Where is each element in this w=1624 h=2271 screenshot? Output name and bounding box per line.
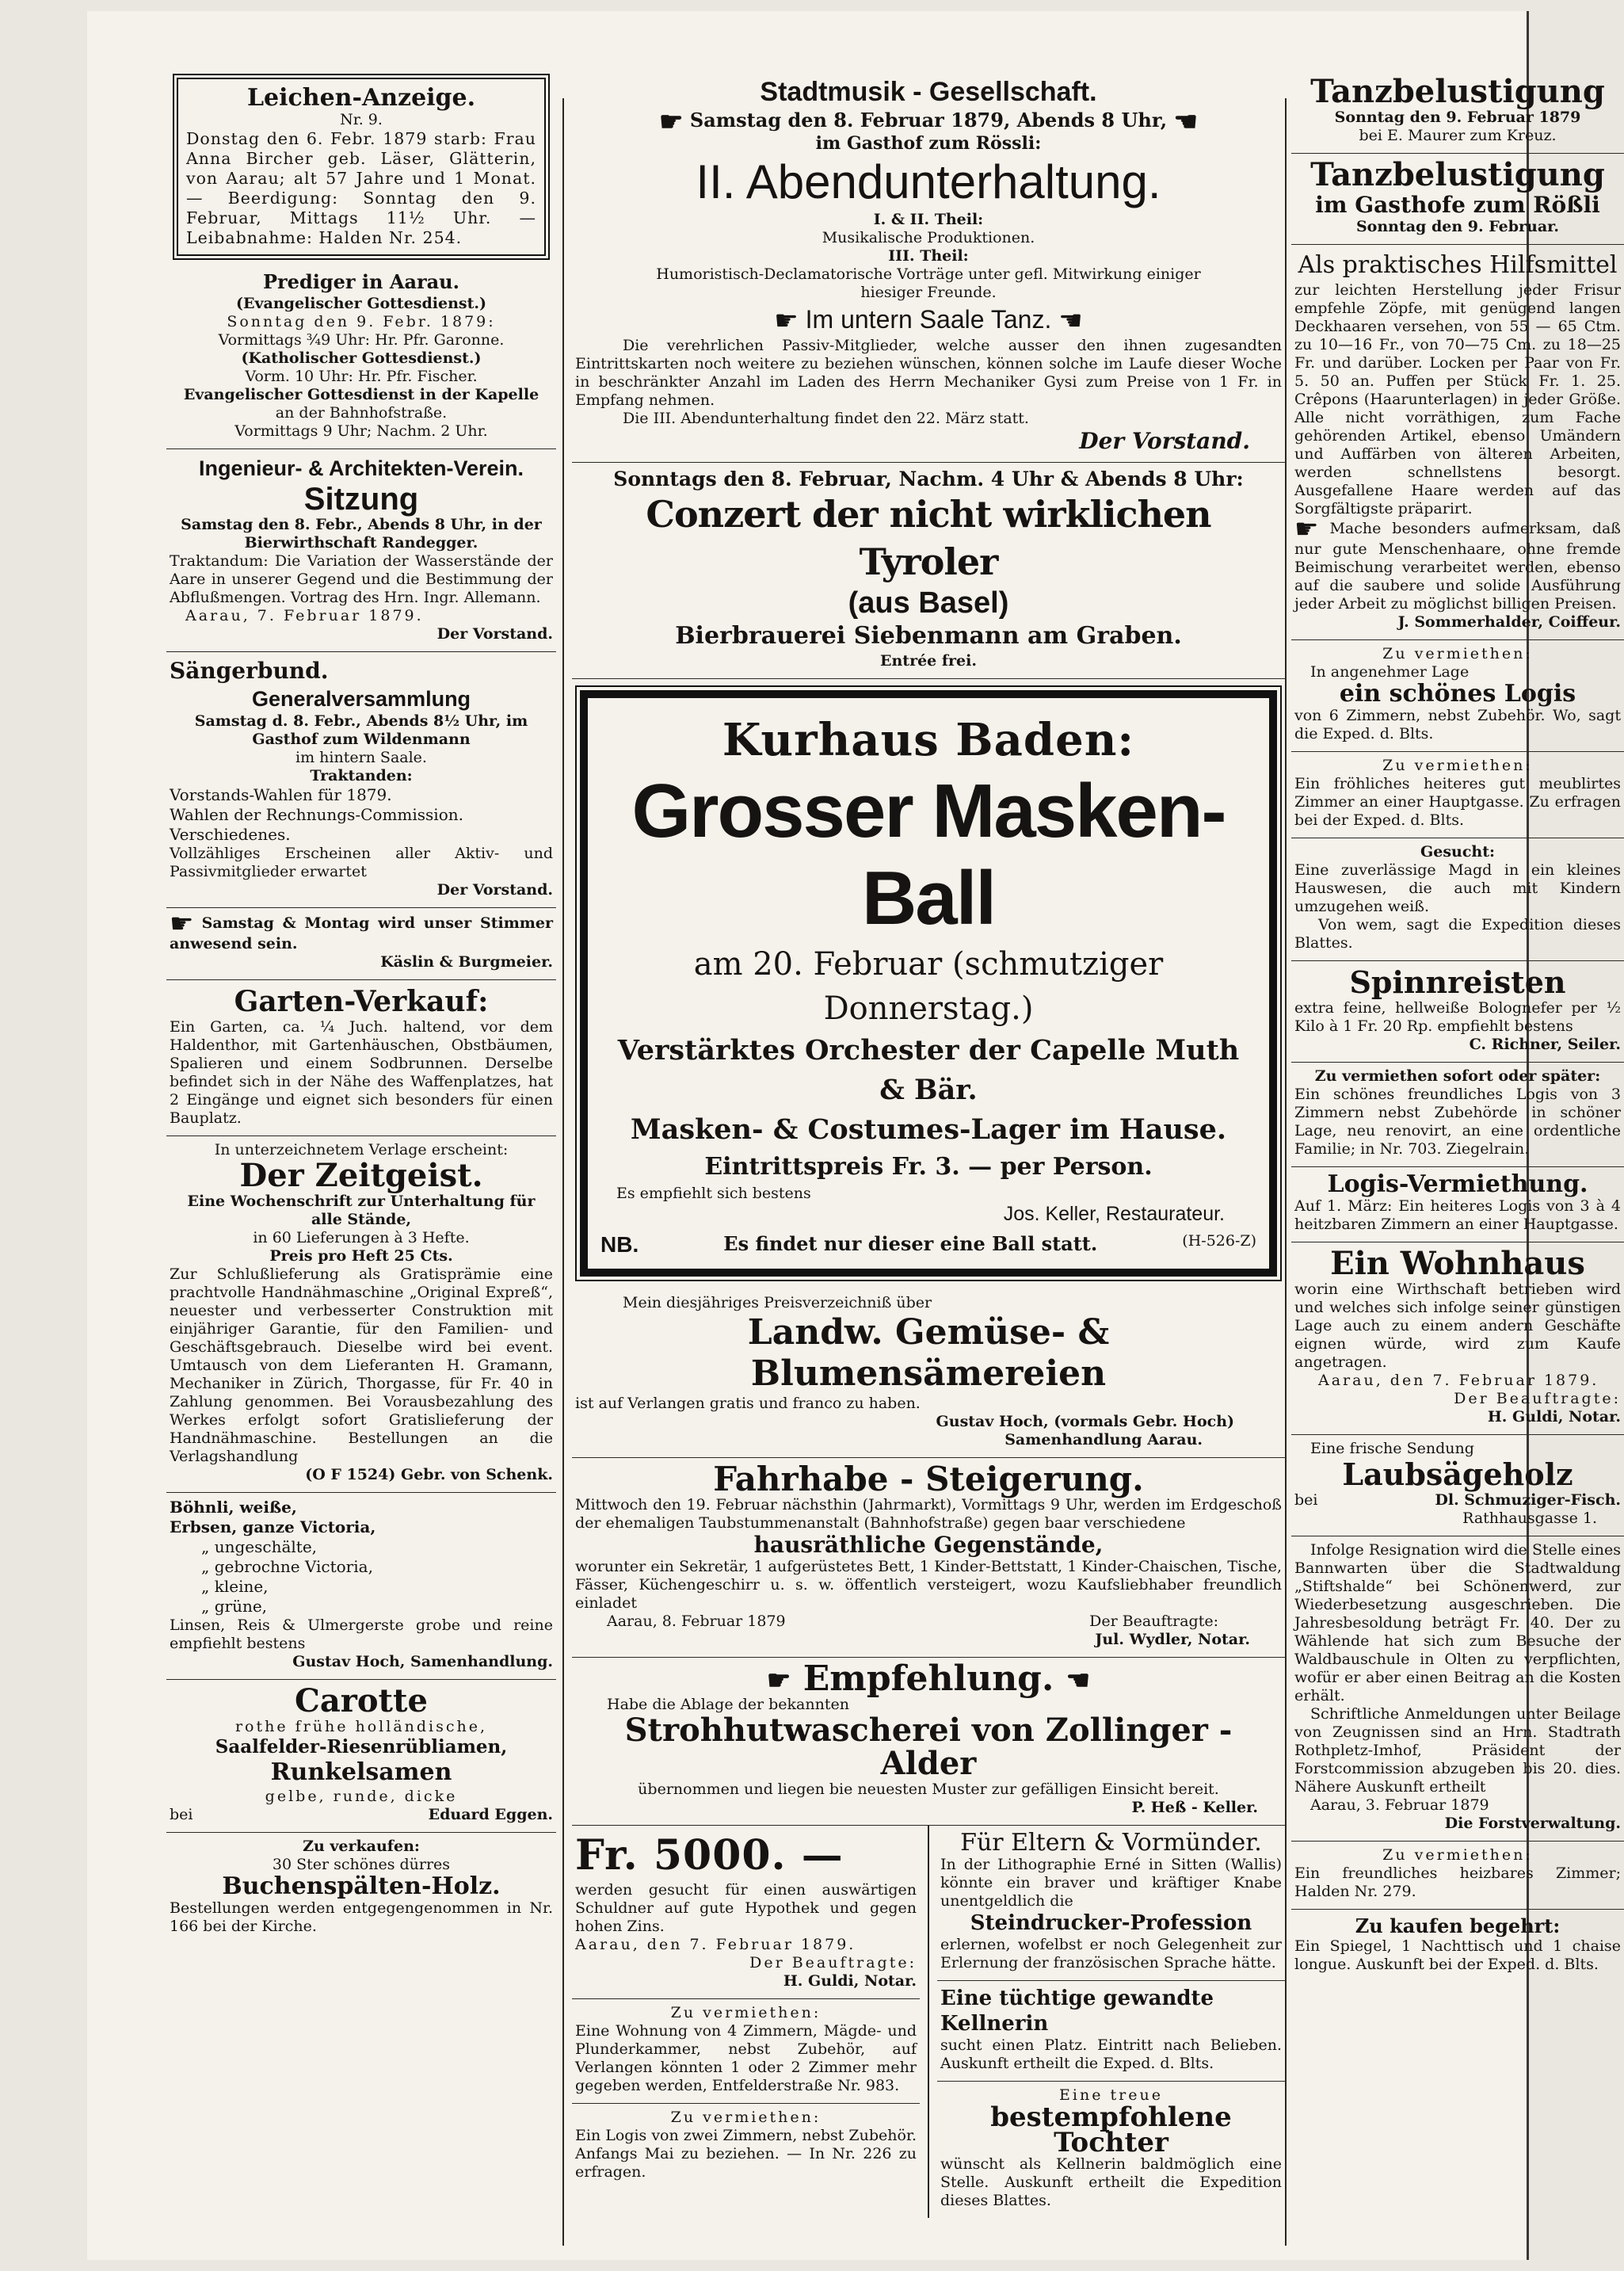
- hair-ad: [1291, 245, 1624, 640]
- room2-ad: [1291, 1842, 1624, 1910]
- house-date: Aarau, den 7. Februar 1879.: [1318, 1372, 1599, 1389]
- room1-ad: [1291, 752, 1624, 838]
- column-rule: [1285, 98, 1287, 2246]
- pointing-hand-icon: ☛: [170, 908, 194, 940]
- carotte-l4: gelbe, runde, dicke: [265, 1788, 458, 1805]
- tyroler-entree: Entrée frei.: [880, 651, 977, 670]
- room2-text: Ein freundliches heizbares Zimmer; Halden Nr. 279.: [1294, 1865, 1621, 1900]
- carotte-sig: Eduard Eggen.: [428, 1806, 553, 1823]
- zeitgeist-preis: Preis pro Heft 25 Cts.: [269, 1247, 453, 1265]
- loan-sig: H. Guldi, Notar.: [783, 1971, 917, 1990]
- column-left: [166, 71, 556, 2252]
- death-notice-title: Leichen-Anzeige.: [246, 84, 476, 112]
- church-kapelle-time: Vormittags 9 Uhr; Nachm. 2 Uhr.: [234, 422, 488, 440]
- boehnli-sig: Gustav Hoch, Samenhandlung.: [292, 1653, 553, 1670]
- zeitgeist-title: Der Zeitgeist.: [239, 1157, 483, 1194]
- column-right: [1291, 71, 1624, 2252]
- spinn-ad: [1291, 961, 1624, 1063]
- forester-sig: Die Forstverwaltung.: [1444, 1815, 1621, 1832]
- stadtmusik-ad: [572, 71, 1285, 463]
- seeds-ad: [572, 1289, 1285, 1458]
- hair-text2: Mache besonders aufmerksam, daß nur gute Menschenhaare, ohne fremde Beimischung verarbeitet werden, ebenso auf die saubere und solide Ausführung jeder Arbeit zu möglichst billigen Preisen.: [1294, 520, 1621, 613]
- auction-text1: Mittwoch den 19. Februar nächsthin (Jahrmarkt), Vormittags 9 Uhr, werden im Erdgeschoß der ehemaligen Taubstummenanstalt (Bahnhofstraße) gegen baar verschiedene: [575, 1495, 1282, 1532]
- list-item: „ gebrochne Victoria,: [201, 1557, 373, 1576]
- parents-title: Für Eltern & Vormünder.: [960, 1828, 1262, 1857]
- zeitgeist-text: Zur Schlußlieferung als Gratisprämie eine prachtvolle Handnähmaschine „Original Expreß“, neuester und verbesserter Construktion mit einjähriger Garantie, für den Familien- und Geschäftsgebrauch. Dieselbe wird bei event. Umtausch von dem Lieferanten H. Gramann, Mechaniker in Zürich, Thorgasse, für Fr. 40 in Zahlung genommen. Bei Vorausbezahlung des Werkes erfolgt sofort Gratislieferung der Handnähmaschine. Bestellungen an die Verlagshandlung: [170, 1265, 553, 1465]
- carotte-ad: [166, 1680, 556, 1833]
- engineer-text: Traktandum: Die Variation der Wasserstände der Aare in unserer Gegend und die Bestimmung der Abflußmengen. Vortrag des Hrn. Ingr. Allemann.: [170, 552, 553, 606]
- church-kapelle-place: an der Bahnhofstraße.: [275, 404, 448, 422]
- kurhaus-event: Grosser Masken-Ball: [631, 768, 1226, 941]
- carotte-l2: Saalfelder-Riesenrübliamen,: [215, 1736, 508, 1758]
- maid-ad: [1291, 838, 1624, 961]
- saengerbund-when: Samstag d. 8. Febr., Abends 8½ Uhr, im Gasthof zum Wildenmann: [194, 712, 528, 748]
- zeitgeist-intro: In unterzeichnetem Verlage erscheint:: [214, 1141, 509, 1158]
- recommendation-sub: Strohhutwascherei von Zollinger - Alder: [624, 1711, 1233, 1782]
- hair-title: Als praktisches Hilfsmittel: [1298, 251, 1618, 279]
- church-kath-head: (Katholischer Gottesdienst.): [241, 349, 482, 367]
- forester-text: Infolge Resignation wird die Stelle eines Bannwarten über die Stadtwaldung „Stiftshalde“ bei Schönenwerd, zur Wiederbesetzung ausgeschrieben. Die Jahresbesoldung beträgt Fr. 40. Der zu Wählende hat sich zum Besuche der Waldbauschule in Olten zu verpflichten, wofür er aber einen Beitrag an die Kosten erhält.: [1294, 1541, 1621, 1704]
- list-item: „ ungeschälte,: [201, 1537, 318, 1556]
- buchen-title: Buchenspälten-Holz.: [222, 1872, 501, 1900]
- logis1-text: von 6 Zimmern, nebst Zubehör. Wo, sagt die Exped. d. Blts.: [1294, 707, 1621, 742]
- zeitgeist-sig: (O F 1524) Gebr. von Schenk.: [305, 1466, 553, 1483]
- house-text: worin eine Wirthschaft betrieben wird und welches sich infolge seiner günstigen Lage auch zu einem andern Geschäfte eignen würde, wird zum Kaufe angetragen.: [1294, 1281, 1621, 1371]
- kurhaus-title: Kurhaus Baden:: [722, 713, 1135, 766]
- hair-sig: J. Sommerhalder, Coiffeur.: [1397, 613, 1621, 631]
- tyroler-sub: (aus Basel): [848, 586, 1009, 620]
- maid-text: Eine zuverlässige Magd in ein kleines Hauswesen, die auch mit Kindern umzugehen weiß.: [1294, 861, 1621, 915]
- auction-date: Aarau, 8. Februar 1879: [607, 1612, 786, 1630]
- dance1-when: Sonntag den 9. Februar 1879: [1334, 109, 1581, 126]
- saengerbund-sig: Der Vorstand.: [436, 881, 553, 899]
- carotte-l1: rothe frühe holländische,: [234, 1718, 488, 1735]
- spinn-title: Spinnreisten: [1349, 964, 1566, 1000]
- laub-sig1: Dl. Schmuziger-Fisch.: [1435, 1491, 1621, 1509]
- apartment-text: Eine Wohnung von 4 Zimmern, Mägde- und Plunderkammer, nebst Zubehör, auf Verlangen könnten 1 oder 2 Zimmer mehr gegeben werden, Entfelderstraße Nr. 983.: [575, 2021, 917, 2094]
- dance2-when: Sonntag den 9. Februar.: [1355, 218, 1560, 235]
- church-ev-head: (Evangelischer Gottesdienst.): [236, 295, 486, 312]
- seeds-title: Landw. Gemüse- & Blumensämereien: [747, 1311, 1110, 1394]
- kurhaus-code: (H-526-Z): [1182, 1231, 1256, 1250]
- room1-head: Zu vermiethen:: [1382, 757, 1533, 774]
- church-kath-detail: Vorm. 10 Uhr: Hr. Pfr. Fischer.: [245, 368, 478, 385]
- buchen-ad: [166, 1833, 556, 1944]
- stadtmusik-t1: I. & II. Theil:: [873, 210, 984, 228]
- logis-ad-small: [572, 2104, 920, 2189]
- pointing-hand-icon: ☛: [1294, 513, 1319, 545]
- recommendation-sig: P. Heß - Keller.: [1131, 1798, 1258, 1816]
- logis1-ad: [1291, 640, 1624, 752]
- saengerbund-subtitle: Generalversammlung: [251, 687, 471, 711]
- tyroler-ad: [572, 463, 1285, 679]
- logis1-l1: In angenehmer Lage: [1310, 663, 1470, 681]
- pointing-hand-left-icon: ☚: [1058, 306, 1083, 337]
- stadtmusik-t3: III. Theil:: [888, 246, 969, 265]
- stimmer-sig: Käslin & Burgmeier.: [380, 953, 553, 971]
- garden-sale-ad: [166, 980, 556, 1136]
- auction-ad: [572, 1458, 1285, 1658]
- seeds-intro: Mein diesjähriges Preisverzeichniß über: [623, 1293, 932, 1311]
- engineer-sig: Der Vorstand.: [436, 625, 553, 643]
- house-beauftr: Der Beauftragte:: [1454, 1390, 1621, 1407]
- waitress-text: sucht einen Platz. Eintritt nach Belieben. Auskunft ertheilt die Exped. d. Blts.: [940, 2036, 1282, 2072]
- dance2-title: Tanzbelustigung: [1310, 156, 1605, 193]
- forester-text2: Schriftliche Anmeldungen unter Beilage von Zeugnissen sind an Hrn. Stadtrath Rothpletz-Imhof, Präsident der Forstcommission abzugeben bis 20. dies. Nähere Auskunft ertheilt: [1294, 1705, 1621, 1796]
- maid-head: Gesucht:: [1420, 843, 1495, 861]
- church-kapelle-head: Evangelischer Gottesdienst in der Kapelle: [183, 386, 539, 403]
- dance2-ad: [1291, 154, 1624, 245]
- auction-sig: Jul. Wydler, Notar.: [1095, 1630, 1250, 1648]
- daughter-title: bestempfohlene Tochter: [990, 2101, 1232, 2158]
- rent-soon-head: Zu vermiethen sofort oder später:: [1314, 1067, 1601, 1085]
- saengerbund-where: im hintern Saale.: [295, 749, 427, 766]
- list-item: Wahlen der Rechnungs-Commission.: [170, 805, 463, 824]
- loan-title: Fr. 5000. —: [575, 1830, 844, 1880]
- pointing-hand-icon: ☛: [766, 1665, 791, 1697]
- stadtmusik-when: Samstag den 8. Februar 1879, Abends 8 Uhr,: [689, 109, 1168, 132]
- buy-head: Zu kaufen begehrt:: [1355, 1914, 1561, 1937]
- death-notice: [173, 74, 550, 260]
- buchen-l1: 30 Ster schönes dürres: [272, 1856, 451, 1873]
- church-ev-line: Sonntag den 9. Febr. 1879:: [227, 313, 496, 330]
- parents-text2: erlernen, wofelbst er noch Gelegenheit zur Erlernung der französischen Sprache hätte.: [940, 1935, 1282, 1971]
- logis1-title: ein schönes Logis: [1339, 680, 1576, 708]
- engineer-title: Ingenieur- & Architekten-Verein.: [198, 456, 524, 480]
- spinn-sig: C. Richner, Seiler.: [1469, 1036, 1621, 1053]
- room2-head: Zu vermiethen:: [1382, 1846, 1533, 1864]
- carotte-l3: Runkelsamen: [270, 1758, 452, 1786]
- house-title: Ein Wohnhaus: [1330, 1245, 1585, 1282]
- engineer-ad: [166, 449, 556, 652]
- daughter-ad: [937, 2082, 1285, 2218]
- stadtmusik-event: II. Abendunterhaltung.: [696, 155, 1161, 208]
- loan-beauftr: Der Beauftragte:: [749, 1953, 917, 1971]
- kurhaus-orch: Verstärktes Orchester der Capelle Muth & Bär.: [617, 1033, 1240, 1106]
- pointing-hand-icon: ☛: [659, 105, 684, 138]
- recommendation-text: übernommen und liegen bie neuesten Muster zur gefälligen Einsicht bereit.: [638, 1780, 1219, 1798]
- parents-sub: Steindrucker-Profession: [970, 1910, 1252, 1935]
- auction-text2: worunter ein Sekretär, 1 aufgerüstetes Bett, 1 Kinder-Bettstatt, 1 Kinder-Chaischen, Tische, Fässer, Küchengeschirr u. s. w. öffentlich versteigert, wozu Kaufsliebhaber freundlich einladet: [575, 1557, 1282, 1612]
- boehnli-list: [170, 1498, 553, 1616]
- column-middle: [572, 71, 1285, 2252]
- kurhaus-date: am 20. Februar (schmutziger Donnerstag.): [693, 945, 1164, 1027]
- buy-ad: [1291, 1910, 1624, 1982]
- list-item: Vorstands-Wahlen für 1879.: [170, 785, 392, 804]
- pointing-hand-left-icon: ☚: [1066, 1665, 1091, 1697]
- kurhaus-sig: Jos. Keller, Restaurateur.: [1003, 1202, 1225, 1225]
- auction-beauftr: Der Beauftragte:: [1089, 1612, 1218, 1630]
- recommendation-intro: Habe die Ablage der bekannten: [607, 1695, 849, 1713]
- church-title: Prediger in Aarau.: [262, 270, 459, 293]
- kurhaus-ad: [580, 690, 1277, 1277]
- logis-rent-ad: [1291, 1167, 1624, 1242]
- engineer-when: Samstag den 8. Febr., Abends 8 Uhr, in der Bierwirthschaft Randegger.: [181, 516, 542, 552]
- tyroler-when: Sonntags den 8. Februar, Nachm. 4 Uhr & Abends 8 Uhr:: [613, 467, 1244, 490]
- waitress-ad: [937, 1981, 1285, 2082]
- seeds-sig2: Samenhandlung Aarau.: [1005, 1430, 1203, 1448]
- stadtmusik-sig: Der Vorstand.: [1079, 427, 1250, 454]
- recommendation-title: Empfehlung.: [802, 1658, 1054, 1699]
- logis-small-text: Ein Logis von zwei Zimmern, nebst Zubehör. Anfangs Mai zu beziehen. — In Nr. 226 zu erfragen.: [575, 2126, 917, 2181]
- garden-text: Ein Garten, ca. ¼ Juch. haltend, vor dem Haldenthor, mit Gartenhäuschen, Obstbäumen, Spalieren und einem Sodbrunnen. Derselbe befindet sich in der Nähe des Waffenplatzes, hat 2 Eingänge und eignet sich besonders für einen Bauplatz.: [170, 1018, 553, 1127]
- saengerbund-traktanden: Traktanden:: [310, 767, 413, 784]
- engineer-date: Aarau, 7. Februar 1879.: [185, 607, 424, 624]
- stadtmusik-where: im Gasthof zum Rössli:: [815, 132, 1042, 154]
- column-rule: [562, 98, 564, 2246]
- stadtmusik-t1d: Musikalische Produktionen.: [822, 228, 1035, 246]
- stadtmusik-text: Die verehrlichen Passiv-Mitglieder, welche ausser den ihnen zugesandten Eintrittskarten noch weitere zu beziehen wünschen, können solche im Laufe dieser Woche in beschränkter Anzahl im Laden des Herrn Mechaniker Gysi zum Preise von 1 Fr. in Empfang nehmen.: [575, 336, 1282, 409]
- bottom-right: [929, 1826, 1285, 2218]
- rent-soon-ad: [1291, 1063, 1624, 1167]
- kurhaus-nb: NB.: [600, 1231, 639, 1257]
- buchen-text: Bestellungen werden entgegengenommen in Nr. 166 bei der Kirche.: [170, 1899, 553, 1935]
- zeitgeist-lief: in 60 Lieferungen à 3 Hefte.: [253, 1229, 470, 1246]
- laub-bei: bei: [1294, 1491, 1318, 1509]
- loan-text: werden gesucht für einen auswärtigen Schuldner auf gute Hypothek und gegen hohen Zins.: [575, 1880, 917, 1935]
- logis-small-head: Zu vermiethen:: [670, 2108, 822, 2126]
- carotte-title: Carotte: [295, 1682, 428, 1719]
- stadtmusik-t3d: Humoristisch-Declamatorische Vorträge unter gefl. Mitwirkung einiger hiesiger Freunde.: [656, 265, 1201, 301]
- apartment-head: Zu vermiethen:: [670, 2003, 822, 2021]
- list-item: „ kleine,: [201, 1577, 269, 1596]
- saengerbund-ad: [166, 652, 556, 908]
- stimmer-text: Samstag & Montag wird unser Stimmer anwesend sein.: [170, 914, 554, 952]
- logis-rent-text: Auf 1. März: Ein heiteres Logis von 3 à 4 heitzbaren Zimmern an einer Hauptgasse.: [1294, 1197, 1621, 1233]
- parents-ad: [937, 1826, 1285, 1981]
- seeds-text: ist auf Verlangen gratis und franco zu haben.: [575, 1394, 921, 1412]
- saengerbund-note: Vollzähliges Erscheinen aller Aktiv- und Passivmitglieder erwartet: [170, 845, 553, 880]
- maid-text2: Von wem, sagt die Expedition dieses Blattes.: [1294, 916, 1621, 952]
- engineer-sitzung: Sitzung: [303, 482, 419, 517]
- seeds-sig1: Gustav Hoch, (vormals Gebr. Hoch): [936, 1412, 1234, 1430]
- hair-text: zur leichten Herstellung jeder Frisur empfehle Zöpfe, mit genügend langen Deckhaaren versehen, von 55 — 65 Ctm. zu 10—16 Fr., von 70—75 Cm. zu 18—25 Fr. und darüber. Locken per Paar von Fr. 5. 50 an. Puffen per Stück Fr. 1. 25. Crêpons (Haarunterlagen) in jeder Größe. Alle nicht vorräthigen, zum Fache gehörenden Artikel, ebenso Umändern und Auffärben von älteren Arbeiten, werden schnellstens besorgt. Ausgefallene Haare werden auf das Sorgfältigste präparirt.: [1294, 281, 1621, 517]
- kurhaus-empf: Es empfiehlt sich bestens: [616, 1184, 811, 1202]
- stadtmusik-note: Die III. Abendunterhaltung findet den 22. März statt.: [623, 409, 1029, 427]
- dance2-where: im Gasthofe zum Rößli: [1315, 192, 1600, 218]
- boehnli-ad: [166, 1493, 556, 1680]
- stadtmusik-title: Stadtmusik - Gesellschaft.: [760, 77, 1097, 107]
- house-ad: [1291, 1242, 1624, 1435]
- dance1-title: Tanzbelustigung: [1310, 73, 1605, 110]
- spinn-text: extra feine, hellweiße Bolognefer per ½ Kilo à 1 Fr. 20 Rp. empfiehlt bestens: [1294, 999, 1621, 1035]
- logis-rent-title: Logis-Vermiethung.: [1327, 1170, 1588, 1198]
- newspaper-page: [87, 11, 1621, 2260]
- list-item: Erbsen, ganze Victoria,: [170, 1517, 376, 1536]
- parents-text1: In der Lithographie Erné in Sitten (Wallis) könnte ein braver und kräftiger Knabe unentgeldlich die: [940, 1855, 1282, 1910]
- kurhaus-nb-text: Es findet nur dieser eine Ball statt.: [723, 1231, 1098, 1255]
- death-notice-number: Nr. 9.: [340, 111, 383, 128]
- carotte-bei: bei: [170, 1806, 193, 1823]
- laub-sig2: Rathhausgasse 1.: [1462, 1510, 1597, 1527]
- stimmer-ad: [166, 908, 556, 980]
- list-item: Böhnli, weiße,: [170, 1498, 297, 1517]
- laub-ad: [1291, 1435, 1624, 1536]
- forester-ad: [1291, 1536, 1624, 1842]
- kurhaus-lager: Masken- & Costumes-Lager im Hause.: [630, 1113, 1227, 1146]
- church-ev-detail: Vormittags ¾9 Uhr: Hr. Pfr. Garonne.: [218, 331, 505, 349]
- rent-soon-text: Ein schönes freundliches Logis von 3 Zimmern nebst Zubehörde in schöner Lage, neu renovirt, an eine ordentliche Familie; in Nr. 703. Ziegelrain.: [1294, 1086, 1621, 1158]
- kurhaus-preis: Eintrittspreis Fr. 3. — per Person.: [704, 1152, 1153, 1181]
- loan-ad: [572, 1826, 920, 1999]
- logis1-head: Zu vermiethen:: [1382, 645, 1533, 662]
- daughter-head: Eine treue: [1059, 2086, 1163, 2104]
- bottom-split: [572, 1826, 1285, 2218]
- auction-title: Fahrhabe - Steigerung.: [713, 1459, 1144, 1498]
- auction-sub: hausräthliche Gegenstände,: [753, 1531, 1104, 1558]
- forester-date: Aarau, 3. Februar 1879: [1310, 1796, 1489, 1814]
- apartment-ad: [572, 1999, 920, 2104]
- garden-title: Garten-Verkauf:: [234, 985, 489, 1018]
- dance1-ad: [1291, 71, 1624, 154]
- zeitgeist-ad: [166, 1136, 556, 1493]
- recommendation-ad: [572, 1658, 1285, 1826]
- waitress-title: Eine tüchtige gewandte Kellnerin: [940, 1986, 1214, 2036]
- tyroler-title: Conzert der nicht wirklichen Tyroler: [646, 492, 1211, 583]
- pointing-hand-left-icon: ☚: [1173, 105, 1198, 138]
- bottom-left: [572, 1826, 929, 2218]
- buy-text: Ein Spiegel, 1 Nachttisch und 1 chaise longue. Auskunft bei der Exped. d. Blts.: [1294, 1937, 1621, 1973]
- laub-intro: Eine frische Sendung: [1310, 1440, 1474, 1457]
- saengerbund-title: Sängerbund.: [170, 658, 329, 684]
- church-services: [166, 265, 556, 449]
- room1-text: Ein fröhliches heiteres gut meublirtes Zimmer an einer Hauptgasse. Zu erfragen bei der Exped. d. Blts.: [1294, 775, 1621, 829]
- dance1-where: bei E. Maurer zum Kreuz.: [1359, 127, 1557, 144]
- boehnli-text: Linsen, Reis & Ulmergerste grobe und reine empfiehlt bestens: [170, 1616, 553, 1652]
- daughter-text: wünscht als Kellnerin baldmöglich eine Stelle. Auskunft ertheilt die Expedition dieses Blattes.: [940, 2155, 1282, 2209]
- buchen-head: Zu verkaufen:: [303, 1838, 420, 1855]
- list-item: „ grüne,: [201, 1597, 268, 1616]
- death-notice-text: Donstag den 6. Febr. 1879 starb: Frau Anna Bircher geb. Läser, Glätterin, von Aarau; alt 57 Jahre und 1 Monat. — Beerdigung: Sonntag den 9. Februar, Mittags 11½ Uhr. — Leibabnahme: Halden Nr. 254.: [186, 129, 536, 247]
- laub-title: Laubsägeholz: [1342, 1456, 1573, 1492]
- list-item: Verschiedenes.: [170, 825, 291, 844]
- house-sig: H. Guldi, Notar.: [1487, 1408, 1621, 1426]
- loan-date: Aarau, den 7. Februar 1879.: [575, 1935, 856, 1953]
- tyroler-where: Bierbrauerei Siebenmann am Graben.: [675, 621, 1182, 650]
- stadtmusik-tanz: Im untern Saale Tanz.: [805, 304, 1052, 334]
- pointing-hand-icon: ☛: [774, 306, 799, 337]
- zeitgeist-sub: Eine Wochenschrift zur Unterhaltung für alle Stände,: [187, 1193, 536, 1228]
- saengerbund-items: [170, 785, 553, 845]
